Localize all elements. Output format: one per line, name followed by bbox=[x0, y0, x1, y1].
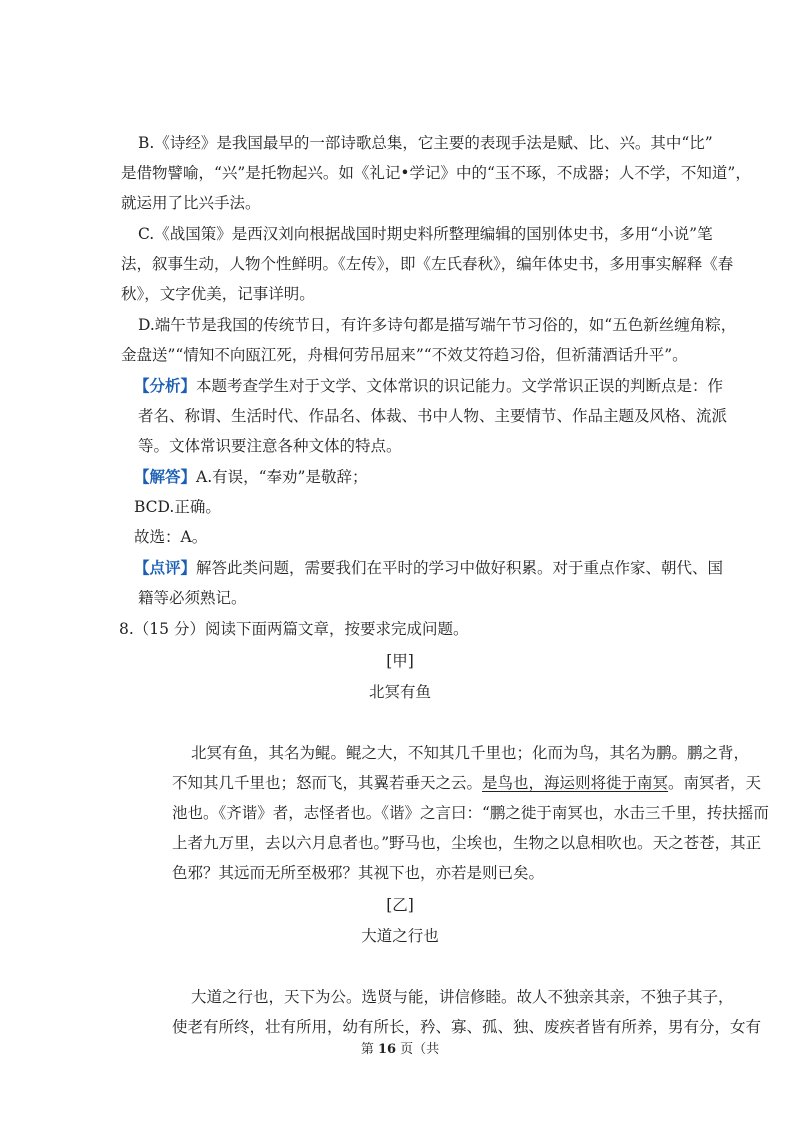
option-b-line-3: 就运用了比兴手法。 bbox=[121, 194, 261, 212]
comment-text-1: 解答此类问题，需要我们在平时的学习中做好积累。对于重点作家、朝代、国 bbox=[196, 559, 724, 577]
passage-jia-title: 北冥有鱼 bbox=[368, 683, 431, 701]
footer-page-number: 16 bbox=[377, 1042, 397, 1057]
passage-yi-line-1: 大道之行也，天下为公。选贤与能，讲信修睦。故人不独亲其亲，不独子其子， bbox=[191, 988, 734, 1006]
passage-jia-line-5: 色邪？其远而无所至极邪？其视下也，亦若是则已矣。 bbox=[172, 864, 545, 882]
passage-jia-line-2-end: 。南冥者，天 bbox=[668, 774, 762, 792]
option-c-line-3: 秋》，文字优美，记事详明。 bbox=[121, 285, 315, 303]
passage-yi-line-2: 使老有所终，壮有所用，幼有所长，矜、寡、孤、独、废疾者皆有所养，男有分，女有 bbox=[172, 1018, 762, 1036]
analysis-line-2: 者名、称谓、生活时代、作品名、体裁、书中人物、主要情节、作品主题及风格、流派 bbox=[138, 407, 728, 425]
option-d-line-1: D.端午节是我国的传统节日，有许多诗句都是描写端午节习俗的，如“五色新丝缠角粽， bbox=[138, 316, 737, 334]
passage-jia-line-4: 上者九万里，去以六月息者也。”野马也，尘埃也，生物之以息相吹也。天之苍苍，其正 bbox=[172, 834, 762, 852]
analysis-line-3: 等。文体常识要注意各种文体的特点。 bbox=[138, 437, 402, 455]
underlined-sentence: 是鸟也，海运则将徙于南冥 bbox=[482, 774, 669, 792]
passage-jia-line-1: 北冥有鱼，其名为鲲。鲲之大，不知其几千里也；化而为鸟，其名为鹏。鹏之背， bbox=[191, 744, 750, 762]
option-c-line-1: C.《战国策》是西汉刘向根据战国时期史料所整理编辑的国别体史书，多用“小说”笔 bbox=[138, 225, 713, 243]
passage-yi-title: 大道之行也 bbox=[361, 927, 439, 945]
passage-jia-label: [甲] bbox=[386, 652, 414, 670]
passage-yi-label: [乙] bbox=[386, 896, 414, 914]
analysis-line-1 bbox=[134, 376, 723, 396]
option-b-line-2: 是借物譬喻，“兴”是托物起兴。如《礼记•学记》中的“玉不琢，不成器；人不学，不知道”， bbox=[121, 164, 751, 182]
passage-jia-line-2-start: 不知其几千里也；怒而飞，其翼若垂天之云。 bbox=[172, 774, 483, 792]
answer-line-3: 故选：A。 bbox=[134, 528, 208, 546]
page-footer bbox=[0, 1040, 800, 1060]
comment-line-2: 籍等必须熟记。 bbox=[138, 589, 247, 607]
footer-suffix: 页（共 bbox=[396, 1042, 440, 1057]
comment-line-1 bbox=[134, 558, 723, 578]
answer-text-1: A.有误，“奉劝”是敬辞； bbox=[196, 468, 368, 486]
passage-jia-line-3: 池也。《齐谐》者，志怪者也。《谐》之言曰：“鹏之徙于南冥也，水击三千里，抟扶摇而 bbox=[172, 804, 769, 822]
comment-tag: 【点评】 bbox=[134, 558, 197, 577]
analysis-text-1: 本题考查学生对于文学、文体常识的识记能力。文学常识正误的判断点是：作 bbox=[196, 377, 724, 395]
answer-line-2: BCD.正确。 bbox=[134, 498, 221, 516]
answer-tag: 【解答】 bbox=[134, 467, 197, 486]
option-b-line-1: B.《诗经》是我国最早的一部诗歌总集，它主要的表现手法是赋、比、兴。其中“比” bbox=[138, 134, 713, 152]
option-c-line-2: 法，叙事生动，人物个性鲜明。《左传》，即《左氏春秋》，编年体史书，多用事实解释《春 bbox=[121, 255, 734, 273]
footer-prefix: 第 bbox=[360, 1042, 378, 1057]
analysis-tag: 【分析】 bbox=[134, 376, 197, 395]
answer-line-1 bbox=[134, 467, 368, 487]
passage-jia-line-2 bbox=[172, 773, 761, 793]
question-8-stem: 8.（15 分）阅读下面两篇文章，按要求完成问题。 bbox=[119, 620, 469, 638]
option-d-line-2: 金盘送”“情知不向瓯江死，舟楫何劳吊屈来”“不效艾符趋习俗，但祈蒲酒话升平”。 bbox=[121, 346, 688, 364]
